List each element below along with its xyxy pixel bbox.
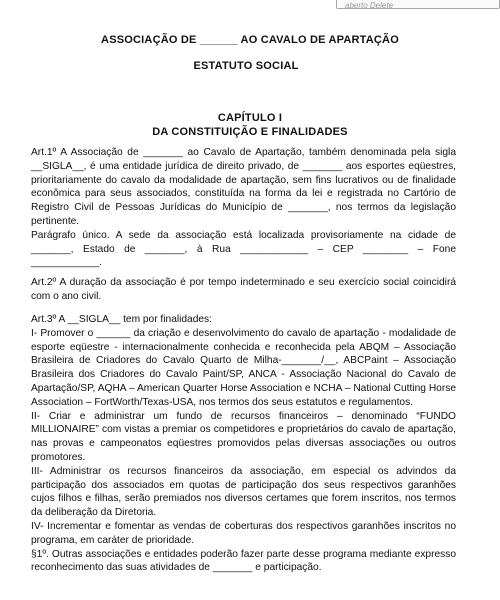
article-3-item-2: II- Criar e administrar um fundo de recursos financeiros – denominado “FUNDO MILLIONAIRE” com vistas a premiar os competidores e proprietários do cavalo de apartação, nas provas e campeonatos eqüestres promovidos pelas diversas associações ou outros promotores. bbox=[31, 410, 456, 463]
article-3-item-3: III- Administrar os recursos financeiros da associação, em especial os advindos da participação dos associados em quotas de participação dos seus respectivos garanhões cujos filhos e filhas, serão premiados nos diversos certames que forem inscritos, nos termos da deliberação da Diretoria. bbox=[31, 465, 456, 519]
association-title: ASSOCIAÇÃO DE ______ AO CAVALO DE APARTAÇÃO bbox=[101, 34, 399, 46]
article-2: Art.2º A duração da associação é por tempo indeterminado e seu exercício social coincidirá com o ano civil. bbox=[31, 277, 456, 302]
article-1-block bbox=[31, 146, 456, 270]
chapter-title: CAPÍTULO I bbox=[217, 112, 283, 124]
article-2-block bbox=[31, 276, 456, 304]
toolbar-tab-label: aberto Delete bbox=[345, 1, 394, 10]
article-3-item-1: I- Promover o ______ da criação e desenvolvimento do cavalo de apartação - modalidade de esporte eqüestre - internacionalmente conhecida e reconhecida pela ABQM – Associação Brasileira de Criadores do Cavalo Quarto de Milha-_______/__, ABCPaint – Associação Brasileira dos Criadores do Cavalo Paint/SP, ANCA - Associação Nacional do Cavalo de Apartação/SP, AQHA – American Quarter Horse Association e NCHA – National Cutting Horse Association – FortWorth/Texas-USA, nos termos dos seus estatutos e regulamentos. bbox=[31, 327, 456, 408]
article-1-sole-paragraph: Parágrafo único. A sede da associação está localizada provisoriamente na cidade de _______, Estado de _______, à Rua ____________ – CEP ________ – Fone ____________. bbox=[31, 229, 456, 269]
article-3-item-4: IV- Incrementar e fomentar as vendas de coberturas dos respectivos garanhões inscritos no programa, em caráter de prioridade. bbox=[31, 520, 456, 546]
chapter-subtitle: DA CONSTITUIÇÃO E FINALIDADES bbox=[152, 126, 348, 138]
article-1: Art.1º A Associação de _______ ao Cavalo de Apartação, também denominada pela sigla __SIGLA__, é uma entidade jurídica de direito privado, de _______ aos esportes eqüestres, prioritariamente do cavalo da modalidade de apartação, sem fins lucrativos ou de finalidade econômica para seus associados, constituída na forma da lei e registrada no Cartório de Registro Civil de Pessoas Jurídicas do Município de _______, nos termos da legislação pertinente. bbox=[31, 147, 456, 227]
document-title: ESTATUTO SOCIAL bbox=[193, 60, 299, 72]
article-3: Art.3º A __SIGLA__ tem por finalidades: bbox=[31, 314, 212, 325]
article-3-block bbox=[31, 313, 456, 575]
article-3-paragraph-1: §1º. Outras associações e entidades poderão fazer parte desse programa mediante expresso reconhecimento das suas atividades de _______ e participação. bbox=[31, 548, 456, 574]
